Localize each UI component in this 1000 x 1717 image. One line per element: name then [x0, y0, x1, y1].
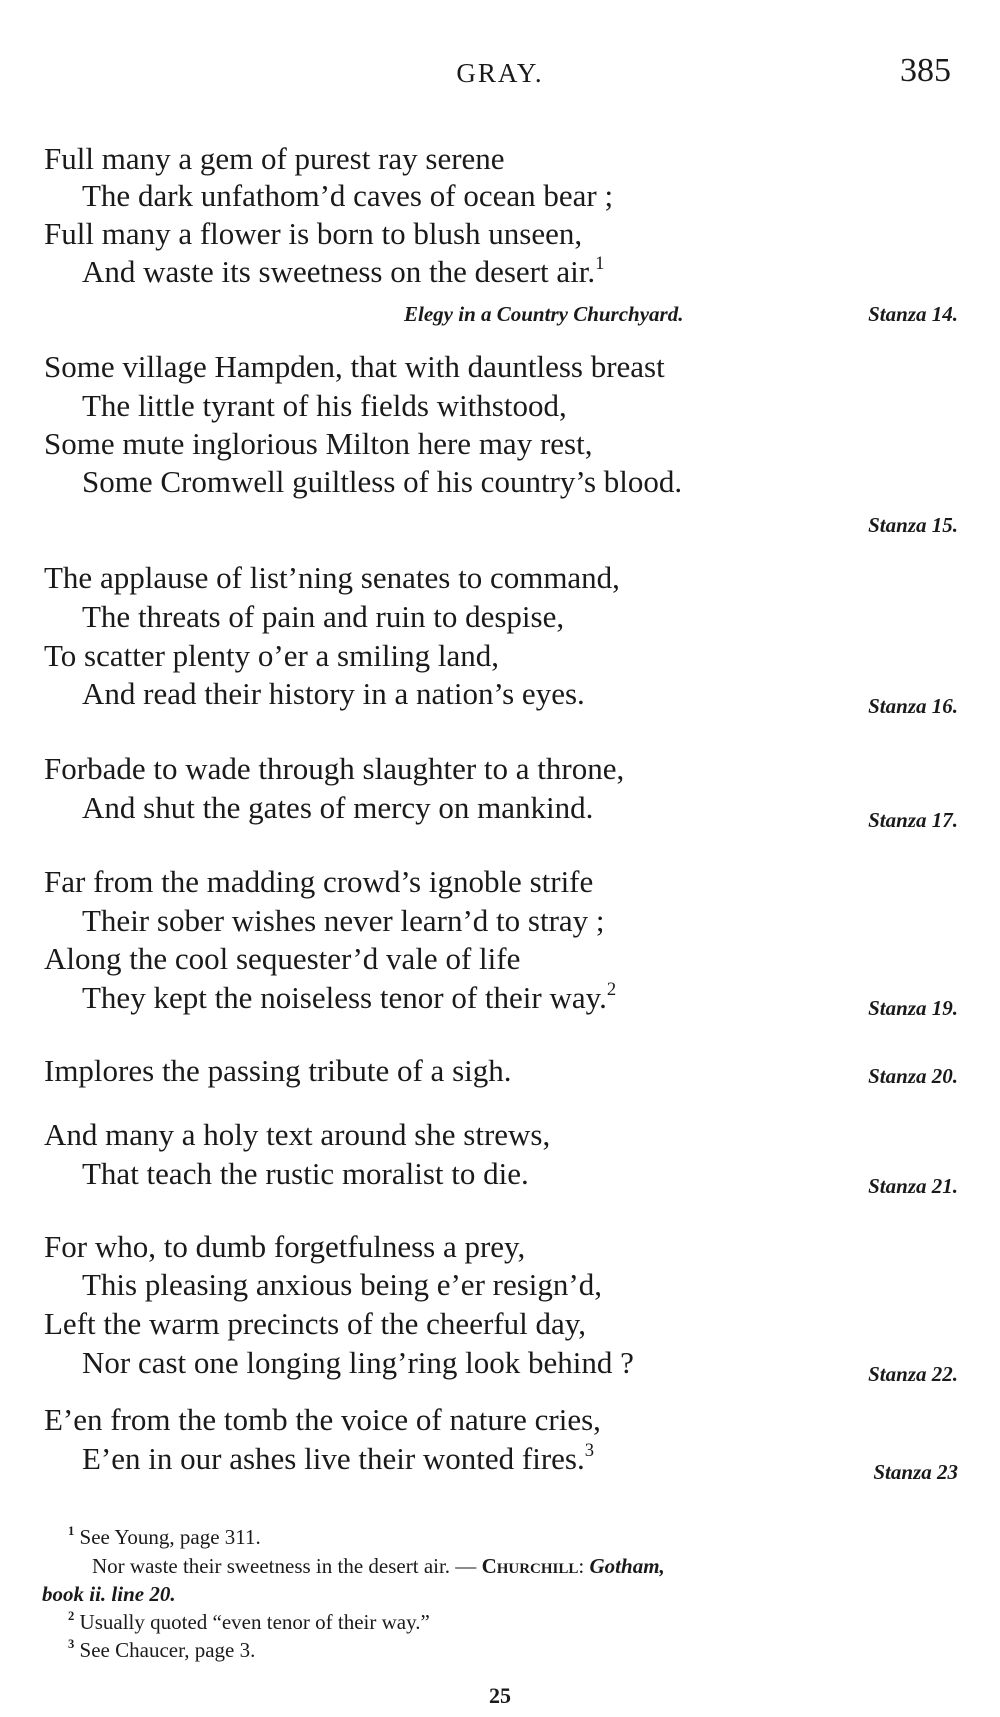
verse-line: Their sober wishes never learn’d to stray ; — [82, 903, 605, 938]
verse-line: Some village Hampden, that with dauntless breast — [44, 349, 665, 384]
verse-line: E’en in our ashes live their wonted fires.$^3$ — [82, 1439, 595, 1476]
verse-line: Some mute inglorious Milton here may rest, — [44, 426, 593, 461]
page-number: 385 — [900, 52, 951, 89]
verse-line: Some Cromwell guiltless of his country’s blood. — [82, 464, 683, 499]
verse-line: And shut the gates of mercy on mankind. — [82, 790, 594, 825]
stanza-citation: Stanza 15. — [868, 513, 958, 537]
stanza-citation: Stanza 19. — [868, 996, 958, 1020]
running-header-title: GRAY. — [456, 58, 544, 88]
verse-line: Full many a gem of purest ray serene — [44, 141, 505, 176]
verse-line: Nor cast one longing ling’ring look behind ? — [82, 1345, 634, 1380]
stanza-citation: Stanza 17. — [868, 808, 958, 832]
footnote-1-quote: Nor waste their sweetness in the desert air. — Churchill: Gotham, — [92, 1554, 665, 1578]
verse-line: The threats of pain and ruin to despise, — [82, 599, 565, 634]
verse-line: This pleasing anxious being e’er resign’d, — [82, 1267, 602, 1302]
verse-line: The applause of list’ning senates to command, — [44, 560, 620, 595]
stanza-citation: Stanza 20. — [868, 1064, 958, 1088]
verse-line: To scatter plenty o’er a smiling land, — [44, 638, 499, 673]
verse-line: They kept the noiseless tenor of their way.$^2$ — [82, 978, 617, 1015]
stanza-citation: Stanza 23 — [873, 1460, 958, 1484]
footnote-ref: 2 — [606, 978, 617, 1000]
verse-line: For who, to dumb forgetfulness a prey, — [44, 1229, 526, 1264]
footnote-2: $^2$ Usually quoted “even tenor of their way.” — [68, 1608, 430, 1634]
verse-line: That teach the rustic moralist to die. — [82, 1156, 529, 1191]
verse-line: And read their history in a nation’s eyes. — [82, 676, 585, 711]
stanza-citation: Stanza 22. — [868, 1362, 958, 1386]
verse-line: Along the cool sequester’d vale of life — [44, 941, 521, 976]
verse-line: Far from the madding crowd’s ignoble strife — [44, 864, 594, 899]
stanza-citation: Stanza 16. — [868, 694, 958, 718]
stanza-citation: Stanza 14. — [868, 302, 958, 326]
verse-line: The dark unfathom’d caves of ocean bear ; — [82, 178, 614, 213]
verse-line: Implores the passing tribute of a sigh. — [44, 1053, 512, 1088]
verse-line: And many a holy text around she strews, — [44, 1117, 551, 1152]
footnote-ref: 3 — [584, 1439, 595, 1461]
footnote-1-ref: book ii. line 20. — [42, 1582, 176, 1606]
verse-line: The little tyrant of his fields withstood, — [82, 388, 567, 423]
poem-source-citation: Elegy in a Country Churchyard. — [404, 302, 684, 326]
stanza-citation: Stanza 21. — [868, 1174, 958, 1198]
verse-line: Forbade to wade through slaughter to a throne, — [44, 751, 625, 786]
verse-line: And waste its sweetness on the desert air.$^1$ — [82, 252, 605, 289]
signature-mark: 25 — [489, 1683, 511, 1708]
verse-line: E’en from the tomb the voice of nature cries, — [44, 1402, 601, 1437]
verse-line: Left the warm precincts of the cheerful day, — [44, 1306, 586, 1341]
verse-line: Full many a flower is born to blush unseen, — [44, 216, 583, 251]
footnote-ref: 1 — [595, 252, 605, 274]
footnote-3: $^3$ See Chaucer, page 3. — [68, 1636, 256, 1662]
footnote-1: $^1$ See Young, page 311. — [68, 1523, 261, 1549]
